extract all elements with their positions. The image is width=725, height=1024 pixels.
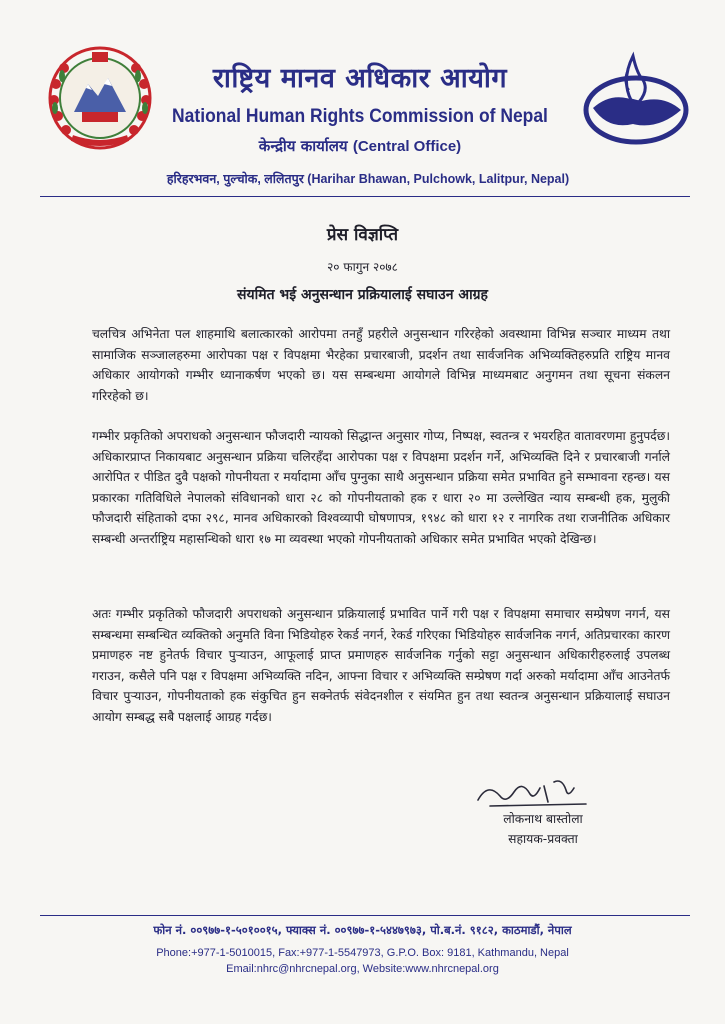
footer-contact-english (0, 945, 725, 977)
organization-name-nepali: राष्ट्रिय मानव अधिकार आयोग (212, 63, 508, 94)
footer-contact-nepali: फोन नं. ००९७७-१-५०१००१५, फ्याक्स नं. ००९७७-१-५४४७९७३, पो.ब.नं. ९१८२, काठमाडौं, नेपाल (153, 923, 572, 937)
footer-email-line: Email:nhrc@nhrcnepal.org, Website:www.nhrcnepal.org (226, 963, 499, 975)
release-date: २० फागुन २०७८ (327, 260, 398, 274)
signatory-title: सहायक-प्रवक्ता (508, 832, 578, 846)
organization-name-english: National Human Rights Commission of Nepal (172, 106, 548, 127)
header-divider (40, 196, 690, 197)
release-subject: संयमित भई अनुसन्धान प्रक्रियालाई सघाउन आग्रह (237, 287, 488, 303)
body-paragraph-2: गम्भीर प्रकृतिको अपराधको अनुसन्धान फौजदारी न्यायको सिद्धान्त अनुसार गोप्य, निष्पक्ष, स्वतन्त्र र भयरहित वातावरणमा हुनुपर्दछ। अधिकारप्राप्त निकायबाट अनुसन्धान प्रक्रिया चलिरहँदा आरोपका पक्ष र विपक्षमा प्रदर्शन गर्ने, अभिव्यक्ति दिने र प्रचारबाजी गर्नाले आरोपित र पीडित दुवै पक्षको गोपनीयता र मर्यादामा आँच पुग्नुका साथै अनुसन्धान प्रक्रिया समेत प्रभावित हुने सम्भावना रहन्छ। यस प्रकारका गतिविधिले नेपालको संविधानको धारा २८ को गोपनीयताको हक र धारा २० मा उल्लेखित न्याय सम्बन्धी हक, मुलुकी फौजदारी संहिताको दफा २९८, मानव अधिकारको विश्वव्यापी घोषणापत्र, १९४८ को धारा १२ र नागरिक तथा राजनीतिक अधिकार सम्बन्धी अन्तर्राष्ट्रिय महासन्धिको धारा १७ मा व्यवस्था भएको गोपनीयताको अधिकार समेत प्रभावित भएको देखिन्छ। (92, 429, 670, 546)
office-address: हरिहरभवन, पुल्चोक, ललितपुर (Harihar Bhawan, Pulchowk, Lalitpur, Nepal) (166, 172, 570, 186)
press-release-heading: प्रेस विज्ञप्ति (326, 225, 399, 245)
nhrc-emblem-icon (42, 44, 158, 152)
signatory-name: लोकनाथ बास्तोला (503, 812, 583, 826)
body-paragraph-1: चलचित्र अभिनेता पल शाहमाथि बलात्कारको आरोपमा तनहुँ प्रहरीले अनुसन्धान गरिरहेको अवस्थामा विभिन्न सञ्चार माध्यम तथा सामाजिक सञ्जालहरुमा आरोपका पक्ष र विपक्षमा भैरहेका प्रचारबाजी, प्रदर्शन तथा सार्वजनिक अभिव्यक्तिहरुप्रति राष्ट्रिय मानव अधिकार आयोगको गम्भीर ध्यानाकर्षण भएको छ। यस सम्बन्धमा आयोगले विभिन्न माध्यमबाट अनुगमन तथा सूचना संकलन गरिरहेको छ। (92, 327, 670, 403)
office-name-nepali: केन्द्रीय कार्यालय (258, 137, 348, 155)
body-paragraph-3: अतः गम्भीर प्रकृतिको फौजदारी अपराधको अनुसन्धान प्रक्रियालाई प्रभावित पार्ने गरी पक्ष र विपक्षमा समाचार सम्प्रेषण नगर्न, यस सम्बन्धमा सम्बन्धित व्यक्तिको अनुमति विना भिडियोहरु रेकर्ड नगर्न, रेकर्ड गरिएका भिडियोहरु सार्वजनिक नगर्न, अतिप्रचारका कारण प्रमाणहरु नष्ट हुनेतर्फ विचार पुर्‍याउन, आफूलाई प्राप्त प्रमाणहरु सार्वजनिक गर्नुको सट्टा अनुसन्धान अधिकारीहरुलाई उपलब्ध गराउन, कसैले पनि पक्ष र विपक्षमा अभिव्यक्ति नदिन, आफ्ना विचार र अभिव्यक्ति सम्प्रेषण गर्दा अरुको मर्यादामा आँच आउनेतर्फ विचार पुर्‍याउन, गोपनीयताको हक संकुचित हुन सक्नेतर्फ संवेदनशील र संयमित हुन तथा स्वतन्त्र अनुसन्धान प्रक्रियालाई सघाउन आयोग सम्बद्ध सबै पक्षलाई आग्रह गर्दछ। (92, 607, 670, 724)
office-name (150, 136, 570, 156)
office-name-english: (Central Office) (352, 138, 462, 155)
handwritten-signature (470, 770, 590, 812)
footer-divider (40, 915, 690, 916)
footer-phone-line: Phone:+977-1-5010015, Fax:+977-1-5547973, G.P.O. Box: 9181, Kathmandu, Nepal (156, 947, 569, 959)
nhrc-flame-logo-icon (583, 50, 689, 146)
